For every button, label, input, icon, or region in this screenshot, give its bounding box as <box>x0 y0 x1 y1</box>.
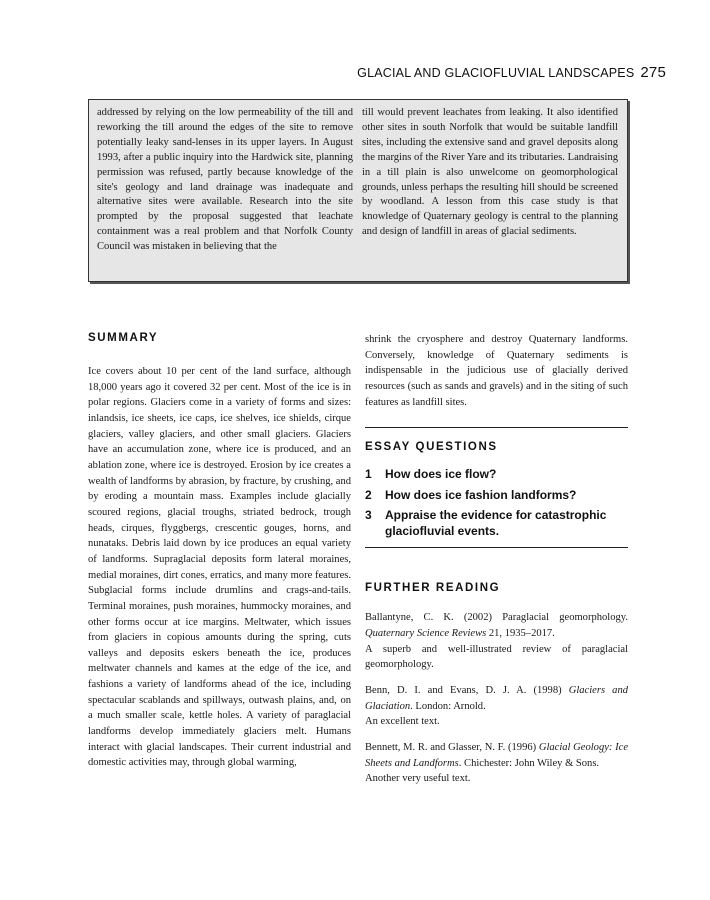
essay-questions-list <box>365 467 628 539</box>
citation-details: 21, 1935–2017. <box>486 627 555 639</box>
case-study-right-text: till would prevent leachates from leaking. It also identified other sites in south Norfolk that would be suitable landfill sites, including the extensive sand and gravel deposits along the margins of the River Yare and its tributaries. Landraising in a till plain is also unwelcome on geomorphological grounds, unless perhaps the resulting hill should be screened by woodland. A lesson from this case study is that knowledge of Quaternary geology is central to the planning and design of landfill in areas of glacial sediments. <box>362 107 618 238</box>
citation-details: . London: Arnold. <box>410 700 486 712</box>
running-head <box>300 64 666 81</box>
divider <box>365 547 628 548</box>
question-number: 2 <box>365 487 372 502</box>
essay-questions-heading: ESSAY QUESTIONS <box>365 441 498 454</box>
question-text: How does ice fashion landforms? <box>385 487 577 502</box>
citation-title: Glacial Geology: Ice Sheets and Landforms <box>365 741 628 769</box>
reference-note: An excellent text. <box>365 716 440 728</box>
citation-authors: Bennett, M. R. and Glasser, N. F. (1996) <box>365 741 539 753</box>
summary-text-right: shrink the cryosphere and destroy Quaternary landforms. Conversely, knowledge of Quaternary sediments is indispensable in the judicious use of glacially derived resources (such as sands and gravels) and in the siting of such features as landfill sites. <box>365 334 628 408</box>
divider <box>365 427 628 428</box>
question-text: Appraise the evidence for catastrophic glaciofluvial events. <box>385 508 607 538</box>
reference-item <box>365 610 628 673</box>
reference-citation <box>365 740 628 771</box>
right-column <box>365 332 628 797</box>
question-number: 1 <box>365 467 372 482</box>
reference-note: A superb and well-illustrated review of paraglacial geomorphology. <box>365 643 628 671</box>
citation-details: . Chichester: John Wiley & Sons. <box>458 757 600 769</box>
reference-item <box>365 740 628 787</box>
further-reading-heading: FURTHER READING <box>365 582 501 595</box>
citation-authors: Benn, D. I. and Evans, D. J. A. (1998) <box>365 684 569 696</box>
citation-title: Quaternary Science Reviews <box>365 627 487 639</box>
essay-question <box>365 508 628 539</box>
citation-authors: Ballantyne, C. K. (2002) Paraglacial geomorphology. <box>365 612 628 624</box>
reference-list <box>365 610 628 787</box>
case-study-box <box>88 99 628 282</box>
essay-question <box>365 467 628 483</box>
running-title: GLACIAL AND GLACIOFLUVIAL LANDSCAPES <box>357 66 635 80</box>
reference-note: Another very useful text. <box>365 773 471 785</box>
case-study-left-text: addressed by relying on the low permeability of the till and reworking the till around the edges of the site to remove potentially leaky sand-lenses in its upper layers. In August 1993, after a public inquiry into the Hardwick site, planning permission was refused, partly because knowledge of the site's geology and land drainage was inadequate and alternative sites were available. Research into the site prompted by the proposal suggested that leachate containment was a real problem and that Norfolk County Council was mistaken in believing that the <box>97 107 353 253</box>
reference-item <box>365 683 628 730</box>
left-column <box>88 332 351 771</box>
citation-title: Glaciers and Glaciation <box>365 684 628 712</box>
question-number: 3 <box>365 508 372 523</box>
essay-question <box>365 488 628 504</box>
summary-heading: SUMMARY <box>88 332 159 344</box>
question-text: How does ice flow? <box>385 467 497 482</box>
reference-citation <box>365 610 628 641</box>
reference-citation <box>365 683 628 714</box>
page-number: 275 <box>640 64 666 81</box>
summary-text-left: Ice covers about 10 per cent of the land surface, although 18,000 years ago it covered 32 per cent. Most of the ice is in polar regions. Glaciers come in a variety of forms and sizes: inlandsis, ice sheets, ice caps, ice shelves, ice shields, cirque glaciers, valley glaciers, and other small glaciers. Glaciers have an accumulation zone, where ice is produced, and an ablation zone, where ice is destroyed. Erosion by ice creates a wealth of landforms by abrasion, by fracture, by crushing, and by eroding a mountain mass. Examples include glacially scoured regions, glacial troughs, striated bedrock, trough heads, cirques, flyggbergs, crescentic gouges, horns, and nunataks. Debris laid down by ice produces an equal variety of landforms. Supraglacial deposits form lateral moraines, medial moraines, dirt cones, erratics, and many more features. Subglacial forms include drumlins and crags-and-tails. Terminal moraines, push moraines, hummocky moraines, and other forms occur at ice margins. Meltwater, which issues from glaciers in copious amounts during the spring, cuts valleys and deposits eskers beneath the ice, produces meltwater channels and kames at the edge of the ice, and fashions a variety of landforms ahead of the ice, including spectacular scablands and spillways, outwash plains, and, on a much smaller scale, kettle holes. A variety of paraglacial landforms develop immediately glaciers melt. Humans interact with glacial landscapes. Their current industrial and domestic activities may, through global warming, <box>88 366 352 769</box>
